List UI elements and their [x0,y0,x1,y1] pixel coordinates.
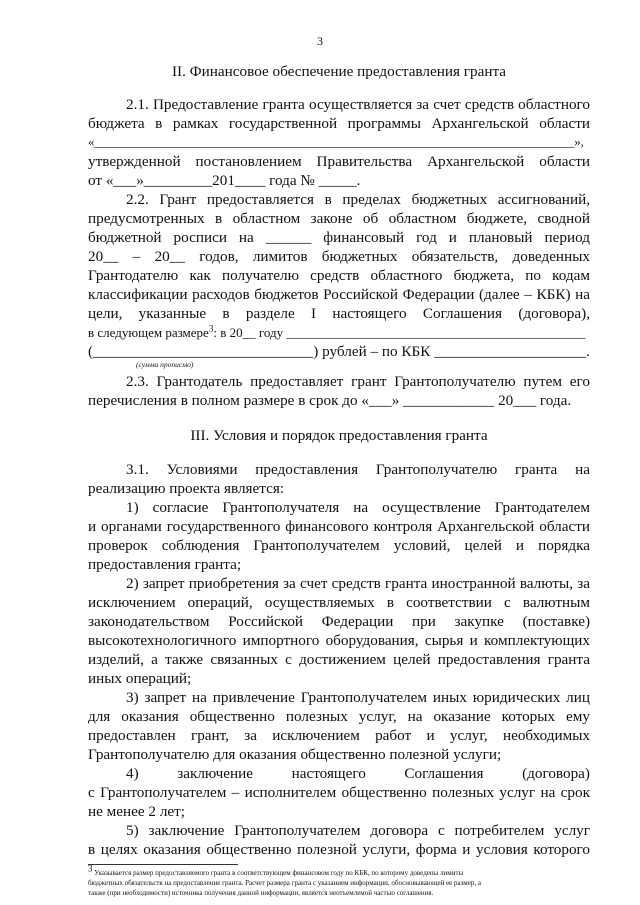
paragraph-line: и органами государственного финансового контроля Архангельской области [88,518,590,535]
item-4-word: настоящего [291,765,366,782]
footnote-line: бюджетных обязательств на предоставление гранта. Расчет размера гранта с указанием информации, обосновывающей ее размер, а [88,879,481,887]
paragraph-line: перечисления в полном размере в срок до «___» ____________ 20___ года. [88,392,572,409]
item-4-word: Соглашения [404,765,484,782]
section-2-heading: II. Финансовое обеспечение предоставления гранта [171,63,507,80]
paragraph-line: изделий, а также связанных с достижением целей предоставления гранта [88,651,590,668]
paragraph-line: для оказания общественно полезных услуг, на оказание которых ему [88,708,590,725]
footnote-text: Указывается размер предоставляемого гранта в соответствующем финансовом году по КБК, по которому доведены лимиты [94,869,464,877]
footnote-marker: 3 [88,863,93,874]
paragraph-line: утвержденной постановлением Правительства Архангельской области [88,153,590,170]
grant-size-suffix: : в 20__ году ______________________________________________ [213,325,586,340]
paragraph-line: Грантодателю как получателю средств областного бюджета, по кодам [88,267,590,284]
paragraph-line: 2.2. Грант предоставляется в пределах бюджетных ассигнований, [126,191,590,208]
grant-sum-line: (_____________________________) рублей – по КБК ____________________. [88,343,590,360]
paragraph-line: цели, указанные в разделе I настоящего Соглашения (договора), [88,305,590,322]
page-number: 3 [317,34,323,48]
paragraph-line: бюджетной росписи на ______ финансовый год и плановый период [88,229,590,246]
footnote-ref: 3 [208,323,214,334]
footnote-line: также (при необходимости) источника получения данной информации, является неотъемлемой частью соглашения. [88,889,434,897]
sum-in-words-caption: (сумма прописью) [136,360,194,369]
paragraph-line: классификации расходов бюджетов Российской Федерации (далее – КБК) на [88,286,590,303]
paragraph-line: 5) заключение Грантополучателем договора с потребителем услуг [126,822,590,839]
paragraph-line: законодательством Российской Федерации при закупке (поставке) [88,613,590,630]
resolution-date-blank: от «___»_________201____ года № _____. [88,172,361,189]
paragraph-line: иных операций; [88,670,192,687]
section-3-heading: III. Условия и порядок предоставления гранта [190,427,488,444]
item-4-word: заключение [177,765,254,782]
paragraph-line: реализацию проекта является: [88,480,285,497]
footnote-separator [88,864,238,865]
paragraph-line: 3) запрет на привлечение Грантополучателем иных юридических лиц [126,689,590,706]
paragraph-line: предусмотренных в областном законе об областном бюджете, сводной [88,210,590,227]
paragraph-line: проверок соблюдения Грантополучателем условий, целей и порядка [88,537,590,554]
paragraph-line: с Грантополучателем – исполнителем общественно полезных услуг на срок [88,784,590,801]
paragraph-line: 2.1. Предоставление гранта осуществляется за счет средств областного [126,96,590,113]
program-name-blank: «___________________________________________________________________________», [88,135,584,149]
footnote-line [88,863,590,879]
grant-size-line [88,323,590,342]
paragraph-line: предоставления гранта; [88,556,242,573]
paragraph-line: 1) согласие Грантополучателя на осуществление Грантодателем [126,499,590,516]
item-4-word: 4) [126,765,139,782]
paragraph-line: 2) запрет приобретения за счет средств гранта иностранной валюты, за [126,575,590,592]
item-4-word: (договора) [522,765,590,782]
paragraph-line: 3.1. Условиями предоставления Грантополучателю гранта на [126,461,590,478]
paragraph-line: в целях оказания общественно полезной услуги, форма и условия которого [88,841,590,858]
item-4-line [126,764,590,783]
paragraph-line: бюджета в рамках государственной программы Архангельской области [88,115,590,132]
paragraph-line: исключением операций, осуществляемых в соответствии с валютным [88,594,590,611]
paragraph-line: не менее 2 лет; [88,803,185,820]
paragraph-line: 20__ – 20__ годов, лимитов бюджетных обязательств, доведенных [88,248,590,265]
paragraph-line: предоставлен грант, за исключением работ и услуг, необходимых [88,727,590,744]
paragraph-line: высокотехнологичного импортного оборудования, сырья и комплектующих [88,632,590,649]
paragraph-line: 2.3. Грантодатель предоставляет грант Грантополучателю путем его [126,373,590,390]
grant-size-prefix: в следующем размере [88,325,209,340]
paragraph-line: Грантополучателю для оказания общественно полезной услуги; [88,746,502,763]
